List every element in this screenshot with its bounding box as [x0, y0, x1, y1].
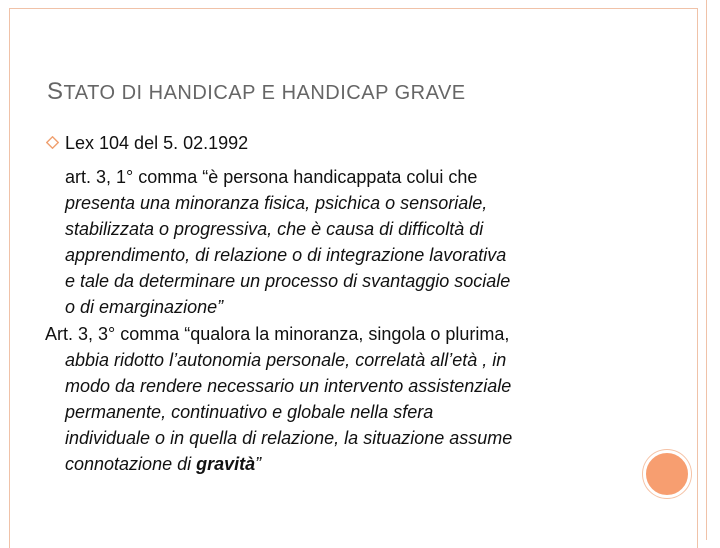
paragraph1-line: apprendimento, di relazione o di integrazione lavorativa: [65, 245, 507, 265]
paragraph1-line: [65, 168, 477, 186]
paragraph2-line: individuale o in quella di relazione, la situazione assume: [65, 428, 513, 448]
paragraph1-line: o di emarginazione”: [65, 297, 224, 317]
slide-title-text: TATO DI HANDICAP E HANDICAP GRAVE: [63, 82, 466, 104]
paragraph2-emphasis-word: gravità: [196, 454, 256, 474]
paragraph2-line: permanente, continuativo e globale nella sfera: [65, 402, 434, 422]
paragraph1-line-text: art. 3, 1° comma “è persona handicappata colui che: [65, 167, 478, 187]
paragraph1-line: presenta una minoranza fisica, psichica o sensoriale,: [65, 193, 488, 213]
paragraph1-heading: Lex 104 del 5. 02.1992: [65, 133, 249, 153]
decorative-circle: [643, 450, 691, 498]
paragraph2-line: abbia ridotto l’autonomia personale, correlatà all’età , in: [65, 350, 507, 370]
paragraph2-last-line-suffix: ”: [255, 454, 262, 474]
paragraph1-line: stabilizzata o progressiva, che è causa di difficoltà di: [65, 219, 484, 239]
hollow-diamond-bullet-icon: [46, 136, 59, 149]
paragraph2-heading: Art. 3, 3° comma “qualora la minoranza, singola o plurima,: [45, 324, 510, 344]
slide-title-initial: S: [47, 78, 64, 105]
paragraph2-last-line-prefix: connotazione di: [65, 454, 197, 474]
paragraph1-line: e tale da determinare un processo di svantaggio sociale: [65, 271, 511, 291]
paragraph2-last-line: [65, 455, 261, 473]
paragraph2-line: modo da rendere necessario un intervento assistenziale: [65, 376, 512, 396]
